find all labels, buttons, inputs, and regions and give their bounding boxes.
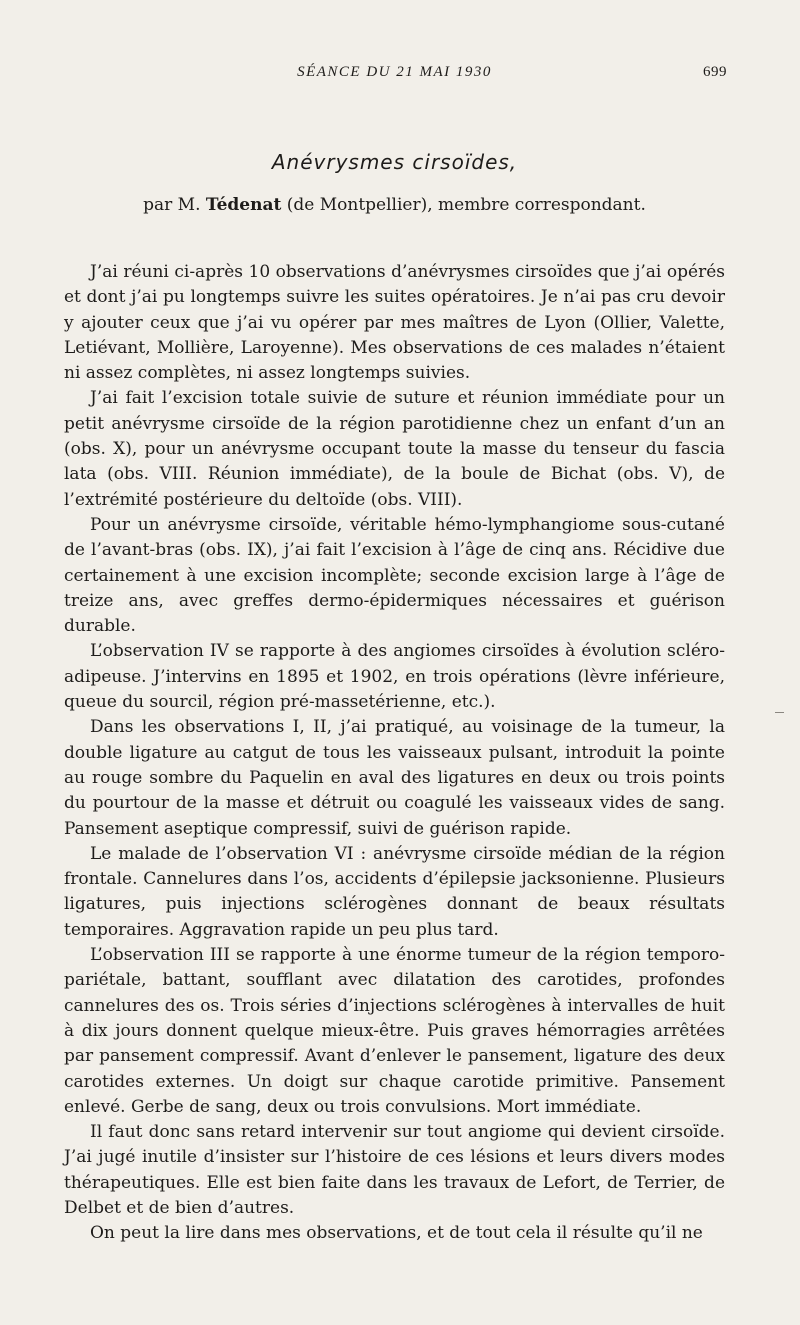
page-number: 699 <box>703 64 727 80</box>
paragraph-6: Le malade de l’observation VI : anévrysme cirsoïde médian de la région frontale. Cannelures dans l’os, accidents d’épilepsie jacksonienne. Plusieurs ligatures, puis injections sclérogènes donnant de beaux résultats temporaires. Aggravation rapide un peu plus tard. <box>64 843 725 940</box>
byline <box>64 192 725 218</box>
paragraph-3: Pour un anévrysme cirsoïde, véritable hémo-lymphangiome sous-cutané de l’avant-bras (obs. IX), j’ai fait l’excision à l’âge de cinq ans. Récidive due certainement à une excision incomplète; seconde excision large à l’âge de treize ans, avec greffes dermo-épidermiques nécessaires et guérison durable. <box>64 514 725 637</box>
running-title: SÉANCE DU 21 MAI 1930 <box>297 64 492 80</box>
article-body <box>64 260 725 1247</box>
author-name: Tédenat <box>205 195 282 215</box>
running-header <box>64 58 725 88</box>
paragraph-4: L’observation IV se rapporte à des angiomes cirsoïdes à évolution scléro-adipeuse. J’intervins en 1895 et 1902, en trois opérations (lèvre inférieure, queue du sourcil, région pré-massetérienne, etc.). <box>64 641 725 713</box>
byline-suffix: (de Montpellier), membre correspondant. <box>286 195 646 215</box>
paragraph-2: J’ai fait l’excision totale suivie de suture et réunion immédiate pour un petit anévrysme cirsoïde de la région parotidienne chez un enfant d’un an (obs. X), pour un anévrysme occupant toute la masse du tenseur du fascia lata (obs. VIII. Réunion immédiate), de la boule de Bichat (obs. V), de l’extrémité postérieure du deltoïde (obs. VIII). <box>64 388 725 510</box>
margin-mark <box>775 712 784 713</box>
paragraph-9: On peut la lire dans mes observations, et de tout cela il résulte qu’il ne <box>90 1223 703 1244</box>
article-title: Anévrysmes cirsoïdes, <box>271 150 518 174</box>
byline-prefix: par M. <box>143 195 201 215</box>
paragraph-1: J’ai réuni ci-après 10 observations d’anévrysmes cirsoïdes que j’ai opérés et dont j’ai pu longtemps suivre les suites opératoires. Je n’ai pas cru devoir y ajouter ceux que j’ai vu opérer par mes maîtres de Lyon (Ollier, Valette, Letiévant, Mollière, Laroyenne). Mes observations de ces malades n’étaient ni assez complètes, ni assez longtemps suivies. <box>64 262 725 384</box>
paragraph-8: Il faut donc sans retard intervenir sur tout angiome qui devient cirsoïde. J’ai jugé inutile d’insister sur l’histoire de ces lésions et leurs divers modes thérapeutiques. Elle est bien faite dans les travaux de Lefort, de Terrier, de Delbet et de bien d’autres. <box>64 1122 725 1218</box>
paragraph-7: L’observation III se rapporte à une énorme tumeur de la région temporo-pariétale, battant, soufflant avec dilatation des carotides, profondes cannelures des os. Trois séries d’injections sclérogènes à intervalles de huit à dix jours donnent quelque mieux-être. Puis graves hémorragies arrêtées par pansement compressif. Avant d’enlever le pansement, ligature des deux carotides externes. Un doigt sur chaque carotide primitive. Pansement enlevé. Gerbe de sang, deux ou trois convulsions. Mort immédiate. <box>64 945 725 1117</box>
paragraph-5: Dans les observations I, II, j’ai pratiqué, au voisinage de la tumeur, la double ligature au catgut de tous les vaisseaux pulsant, introduit la pointe au rouge sombre du Paquelin en aval des ligatures en deux ou trois points du pourtour de la masse et détruit ou coagulé les vaisseaux vides de sang. Pansement aseptique compressif, suivi de guérison rapide. <box>64 717 725 839</box>
